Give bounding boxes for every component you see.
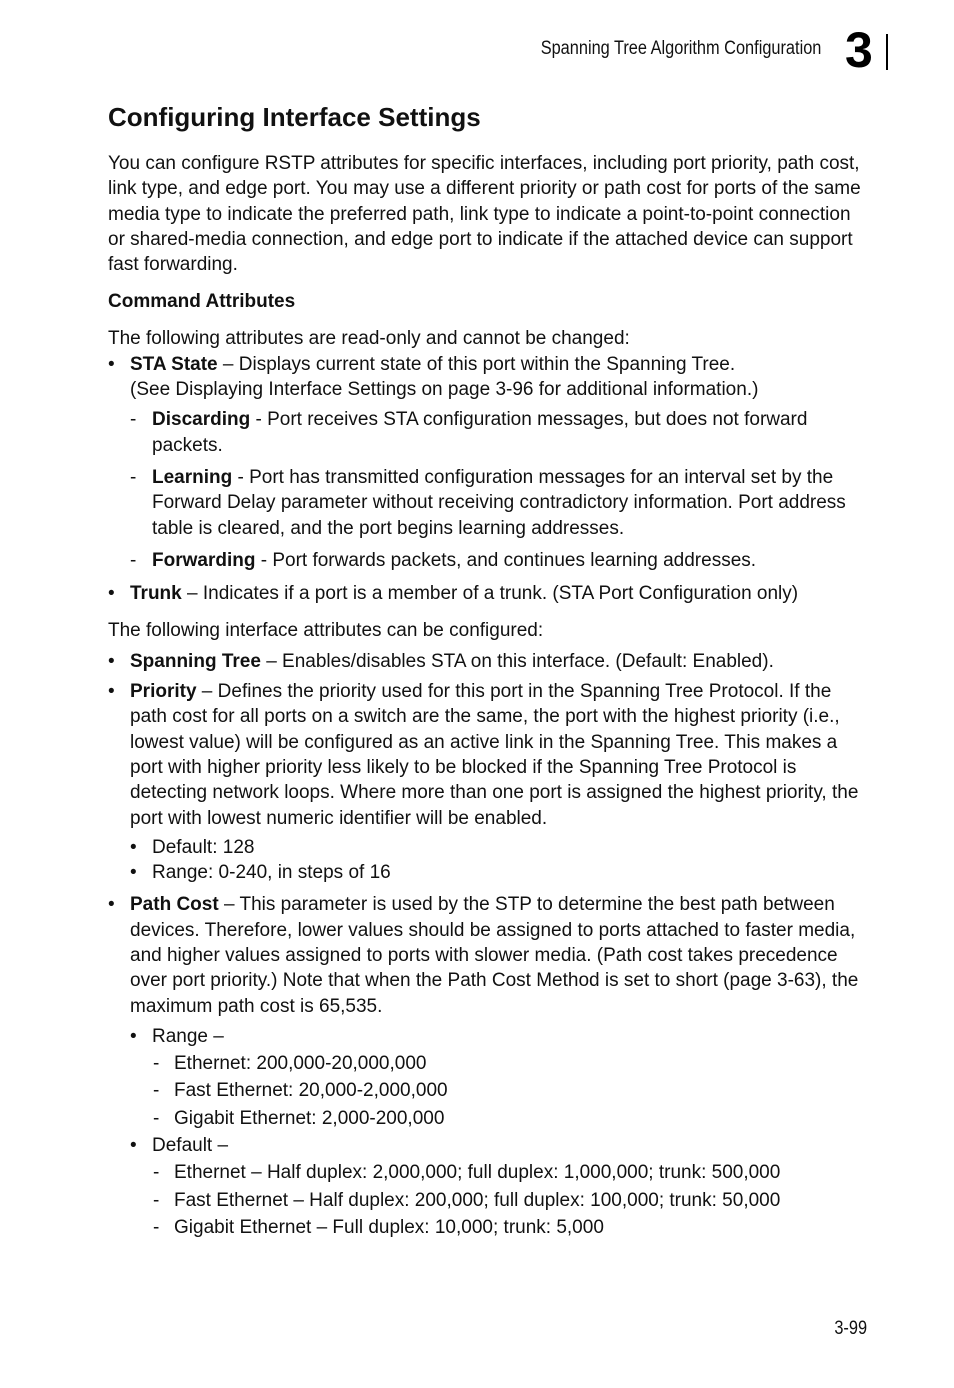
priority-range: • Range: 0-240, in steps of 16	[108, 860, 868, 885]
spanning-tree-desc: – Enables/disables STA on this interface. (Default: Enabled).	[260, 650, 774, 672]
intro-paragraph: You can configure RSTP attributes for specific interfaces, including port priority, path cost, link type, and edge port. You may use a different priority or path cost for ports of the same media type to indicate the preferred path, link type to indicate a point-to-point connection or shared-media connection, and edge port to indicate if the attached device can support fast forwarding.	[108, 153, 861, 276]
list-item-learning	[108, 465, 868, 541]
path-cost-default-gigabit-ethernet: - Gigabit Ethernet – Full duplex: 10,000; trunk: 5,000	[108, 1214, 868, 1242]
command-attributes-heading: Command Attributes	[108, 291, 296, 313]
chapter-divider	[886, 34, 888, 70]
path-cost-default-label: • Default –	[108, 1132, 868, 1159]
term-learning: Learning	[152, 466, 233, 488]
configurable-lead: The following interface attributes can be configured:	[108, 620, 544, 642]
path-cost-range-ethernet: - Ethernet: 200,000-20,000,000	[108, 1050, 868, 1078]
sta-state-desc: – Displays current state of this port within the Spanning Tree.	[217, 353, 736, 375]
section-title: Configuring Interface Settings	[108, 102, 481, 132]
configurable-attribute-list	[108, 649, 868, 1242]
chapter-number: 3	[845, 22, 873, 78]
path-cost-default-fast-ethernet: - Fast Ethernet – Half duplex: 200,000; full duplex: 100,000; trunk: 50,000	[108, 1187, 868, 1215]
list-item-spanning-tree	[108, 649, 868, 674]
path-cost-default-ethernet: - Ethernet – Half duplex: 2,000,000; full duplex: 1,000,000; trunk: 500,000	[108, 1159, 868, 1187]
term-path-cost: Path Cost	[130, 894, 219, 916]
term-forwarding: Forwarding	[152, 549, 256, 571]
term-discarding: Discarding	[152, 409, 251, 431]
page-body	[108, 100, 868, 1242]
list-item-discarding	[108, 407, 868, 458]
term-priority: Priority	[130, 681, 197, 703]
discarding-desc: - Port receives STA configuration messages, but does not forward packets.	[152, 409, 808, 456]
forwarding-desc: - Port forwards packets, and continues learning addresses.	[255, 549, 757, 571]
readonly-lead: The following attributes are read-only and cannot be changed:	[108, 328, 630, 350]
list-item-priority	[108, 679, 868, 831]
priority-default: • Default: 128	[108, 835, 868, 860]
term-spanning-tree: Spanning Tree	[130, 650, 261, 672]
learning-desc: - Port has transmitted configuration messages for an interval set by the Forward Delay parameter without receiving contradictory information. Port address table is cleared, and the port begins learning addresses.	[152, 466, 846, 539]
term-trunk: Trunk	[130, 583, 182, 605]
term-sta-state: STA State	[130, 353, 218, 375]
trunk-desc: – Indicates if a port is a member of a trunk. (STA Port Configuration only)	[181, 583, 799, 605]
path-cost-range-gigabit-ethernet: - Gigabit Ethernet: 2,000-200,000	[108, 1105, 868, 1133]
running-header-title: Spanning Tree Algorithm Configuration	[540, 38, 821, 59]
list-item-path-cost	[108, 892, 868, 1018]
list-item-sta-state	[108, 352, 868, 403]
priority-desc: – Defines the priority used for this port in the Spanning Tree Protocol. If the path cost for all ports on a switch are the same, the port with the highest priority (i.e., lowest value) will be configured as an active link in the Spanning Tree. This makes a port with higher priority less likely to be blocked if the Spanning Tree Protocol is detecting network loops. Where more than one port is assigned the highest priority, the port with lowest numeric identifier will be enabled.	[130, 681, 859, 829]
list-item-forwarding	[108, 548, 868, 573]
page-number: 3-99	[834, 1318, 867, 1339]
sta-state-see-also: (See Displaying Interface Settings on page 3-96 for additional information.)	[130, 379, 759, 401]
list-item-trunk	[108, 581, 868, 606]
path-cost-desc: – This parameter is used by the STP to determine the best path between devices. Therefore, lower values should be assigned to ports attached to faster media, and higher values assigned to ports with slower media. (Path cost takes precedence over port priority.) Note that when the Path Cost Method is set to short (page 3-63), the maximum path cost is 65,535.	[130, 894, 859, 1017]
readonly-attribute-list	[108, 352, 868, 607]
path-cost-range-fast-ethernet: - Fast Ethernet: 20,000-2,000,000	[108, 1077, 868, 1105]
path-cost-range-label: • Range –	[108, 1023, 868, 1050]
